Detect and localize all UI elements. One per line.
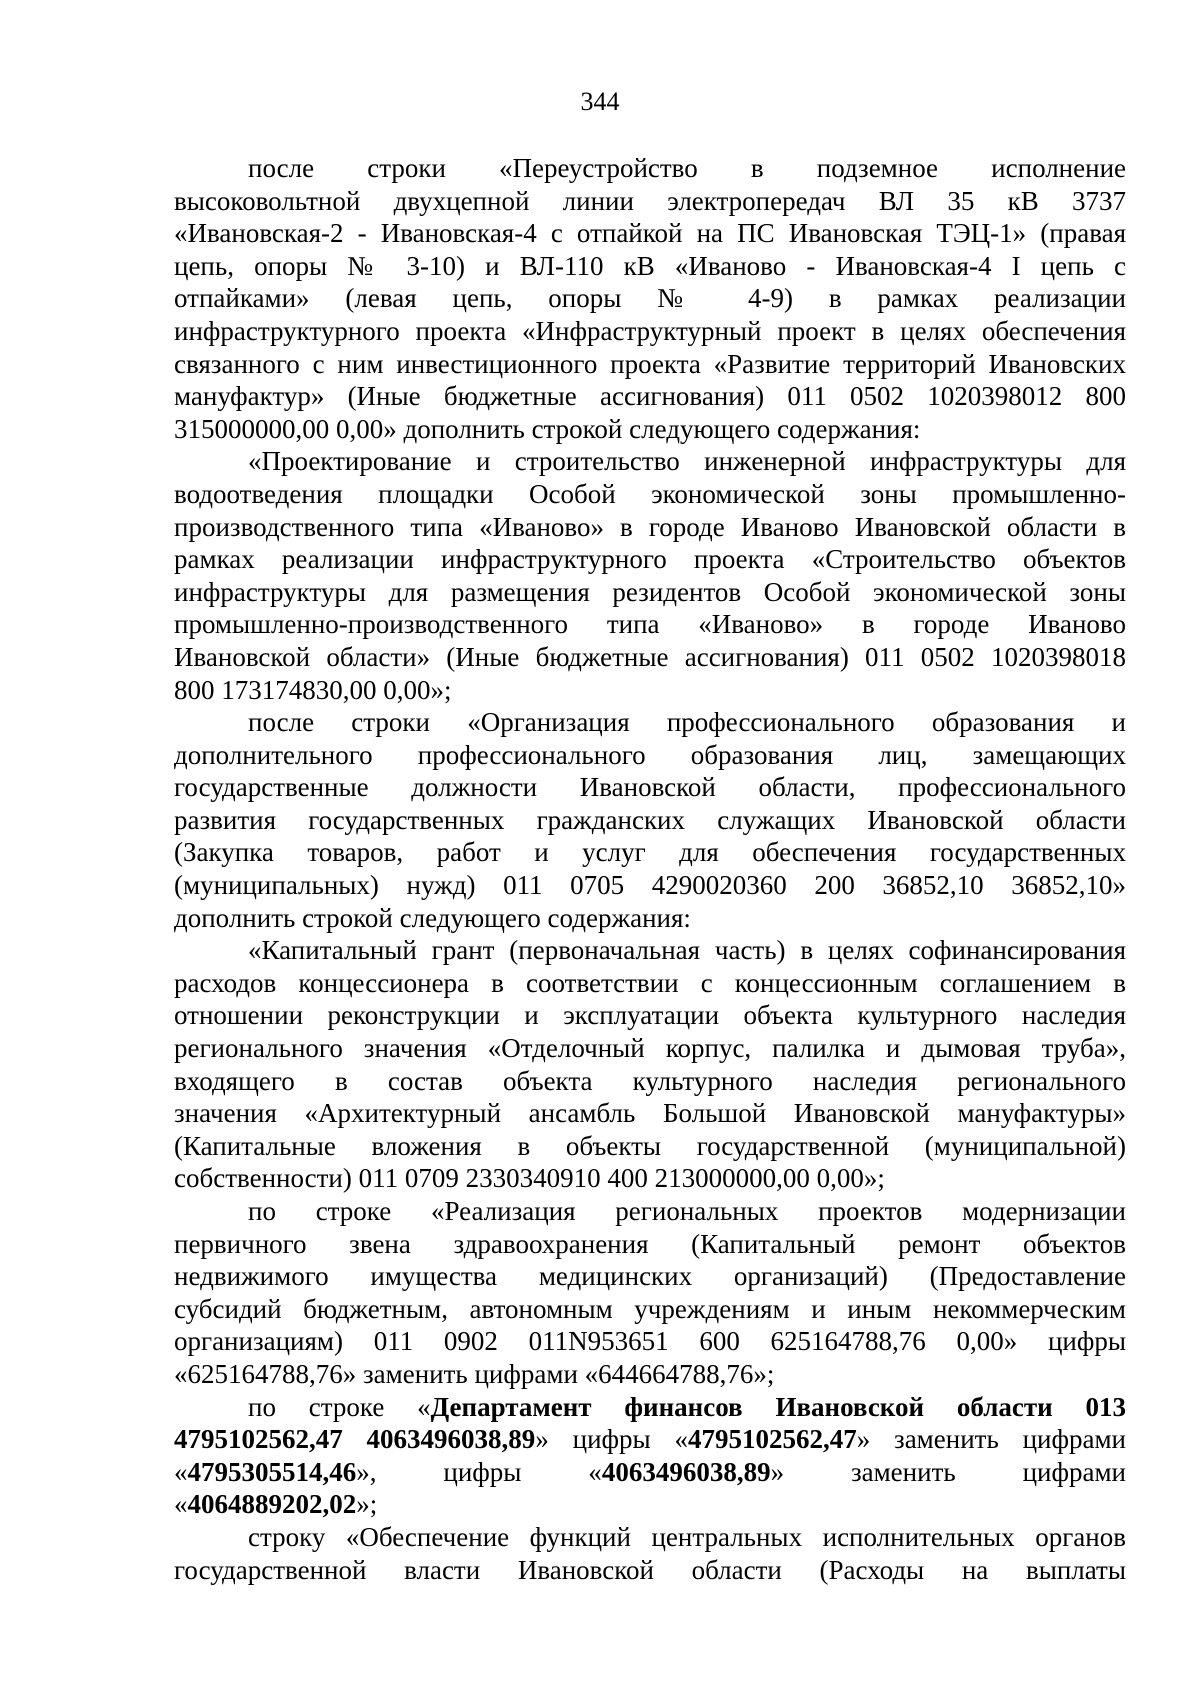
text-run: » заменить цифрами [770, 1456, 1126, 1487]
text-line: (муниципальных) нужд) 011 0705 4290020360 200 36852,10 36852,10» [174, 870, 1126, 901]
paragraph-p3 [174, 706, 1126, 934]
text-line: регионального значения «Отделочный корпус, палилка и дымовая труба», [174, 1033, 1126, 1064]
bold-text: 4795102562,47 4063496038,89 [174, 1424, 536, 1455]
text-line: собственности) 011 0709 2330340910 400 213000000,00 0,00»; [174, 1163, 885, 1194]
text-line: входящего в состав объекта культурного наследия регионального [174, 1065, 1126, 1096]
text-line [174, 1456, 1126, 1489]
text-line: (Закупка товаров, работ и услуг для обеспечения государственных [174, 837, 1126, 868]
paragraph-p6 [174, 1391, 1126, 1521]
text-line: по строке «Реализация региональных проектов модернизации [248, 1196, 1126, 1226]
text-line: рамках реализации инфраструктурного проекта «Строительство объектов [174, 544, 1126, 575]
text-line: значения «Архитектурный ансамбль Большой Ивановской мануфактуры» [174, 1098, 1126, 1129]
text-line [174, 1488, 1126, 1521]
text-line: субсидий бюджетным, автономным учреждениям и иным некоммерческим [174, 1293, 1126, 1324]
paragraph-p4 [174, 934, 1126, 1195]
text-run: »; [356, 1489, 378, 1520]
text-line [174, 1391, 1126, 1424]
text-line: мануфактур» (Иные бюджетные ассигнования) 011 0502 1020398012 800 [174, 381, 1126, 412]
page-number: 344 [580, 87, 620, 116]
text-line: 315000000,00 0,00» дополнить строкой следующего содержания: [174, 413, 921, 444]
text-line: государственные должности Ивановской области, профессионального [174, 772, 1126, 803]
bold-text: 4064889202,02 [187, 1489, 357, 1520]
text-line: отпайками» (левая цепь, опоры № 4-9) в рамках реализации [174, 283, 1126, 314]
text-line: строку «Обеспечение функций центральных исполнительных органов [248, 1521, 1126, 1552]
text-line: высоковольтной двухцепной линии электропередач ВЛ 35 кВ 3737 [174, 185, 1126, 216]
text-run: « [174, 1456, 188, 1487]
document-body [174, 152, 1126, 1586]
text-line: промышленно-производственного типа «Иваново» в городе Иваново [174, 609, 1126, 640]
text-line: «Проектирование и строительство инженерной инфраструктуры для [248, 446, 1126, 477]
text-line: производственного типа «Иваново» в городе Иваново Ивановской области в [174, 511, 1126, 542]
text-line: расходов концессионера в соответствии с концессионным соглашением в [174, 967, 1126, 998]
text-line: водоотведения площадки Особой экономической зоны промышленно- [174, 478, 1126, 509]
paragraph-p5 [174, 1195, 1126, 1391]
bold-text: 4063496038,89 [601, 1456, 771, 1487]
text-line: инфраструктурного проекта «Инфраструктурный проект в целях обеспечения [174, 315, 1126, 346]
text-line: (Капитальные вложения в объекты государственной (муниципальной) [174, 1130, 1126, 1161]
text-line: развития государственных гражданских служащих Ивановской области [174, 804, 1126, 835]
text-line: «625164788,76» заменить цифрами «644664788,76»; [174, 1358, 775, 1389]
text-line: Ивановской области» (Иные бюджетные ассигнования) 011 0502 1020398018 [174, 641, 1126, 672]
text-line: первичного звена здравоохранения (Капитальный ремонт объектов [174, 1228, 1126, 1259]
text-run: » цифры « [535, 1424, 688, 1455]
text-run: » заменить цифрами [856, 1424, 1126, 1455]
text-line: отношении реконструкции и эксплуатации объекта культурного наследия [174, 1000, 1126, 1031]
text-line: связанного с ним инвестиционного проекта «Развитие территорий Ивановских [174, 348, 1126, 379]
text-line: организациям) 011 0902 011N953651 600 625164788,76 0,00» цифры [174, 1326, 1126, 1357]
text-line: дополнить строкой следующего содержания: [174, 902, 691, 933]
text-run: « [174, 1489, 188, 1520]
text-line: 800 173174830,00 0,00»; [174, 674, 452, 705]
text-line: «Капитальный грант (первоначальная часть) в целях софинансирования [248, 935, 1126, 966]
text-line: инфраструктуры для размещения резидентов Особой экономической зоны [174, 576, 1126, 607]
text-line: после строки «Организация профессионального образования и [248, 707, 1126, 738]
text-line: цепь, опоры № 3-10) и ВЛ-110 кВ «Иваново - Ивановская-4 I цепь с [174, 250, 1126, 281]
text-line: государственной власти Ивановской области (Расходы на выплаты [174, 1554, 1126, 1585]
paragraph-p2 [174, 445, 1126, 706]
paragraph-p1 [174, 152, 1126, 445]
text-line [174, 1423, 1126, 1456]
text-line: недвижимого имущества медицинских организаций) (Предоставление [174, 1261, 1126, 1292]
text-run: по строке « [248, 1391, 431, 1422]
text-line: после строки «Переустройство в подземное исполнение [248, 153, 1126, 183]
bold-text: 4795102562,47 [687, 1424, 857, 1455]
text-line: дополнительного профессионального образования лиц, замещающих [174, 739, 1126, 770]
bold-text: 4795305514,46 [187, 1456, 357, 1487]
text-line: «Ивановская-2 - Ивановская-4 с отпайкой на ПС Ивановская ТЭЦ-1» (правая [174, 218, 1126, 249]
bold-text: Департамент финансов Ивановской области 013 [430, 1391, 1126, 1422]
paragraph-p7 [174, 1521, 1126, 1586]
text-run: », цифры « [356, 1456, 602, 1487]
